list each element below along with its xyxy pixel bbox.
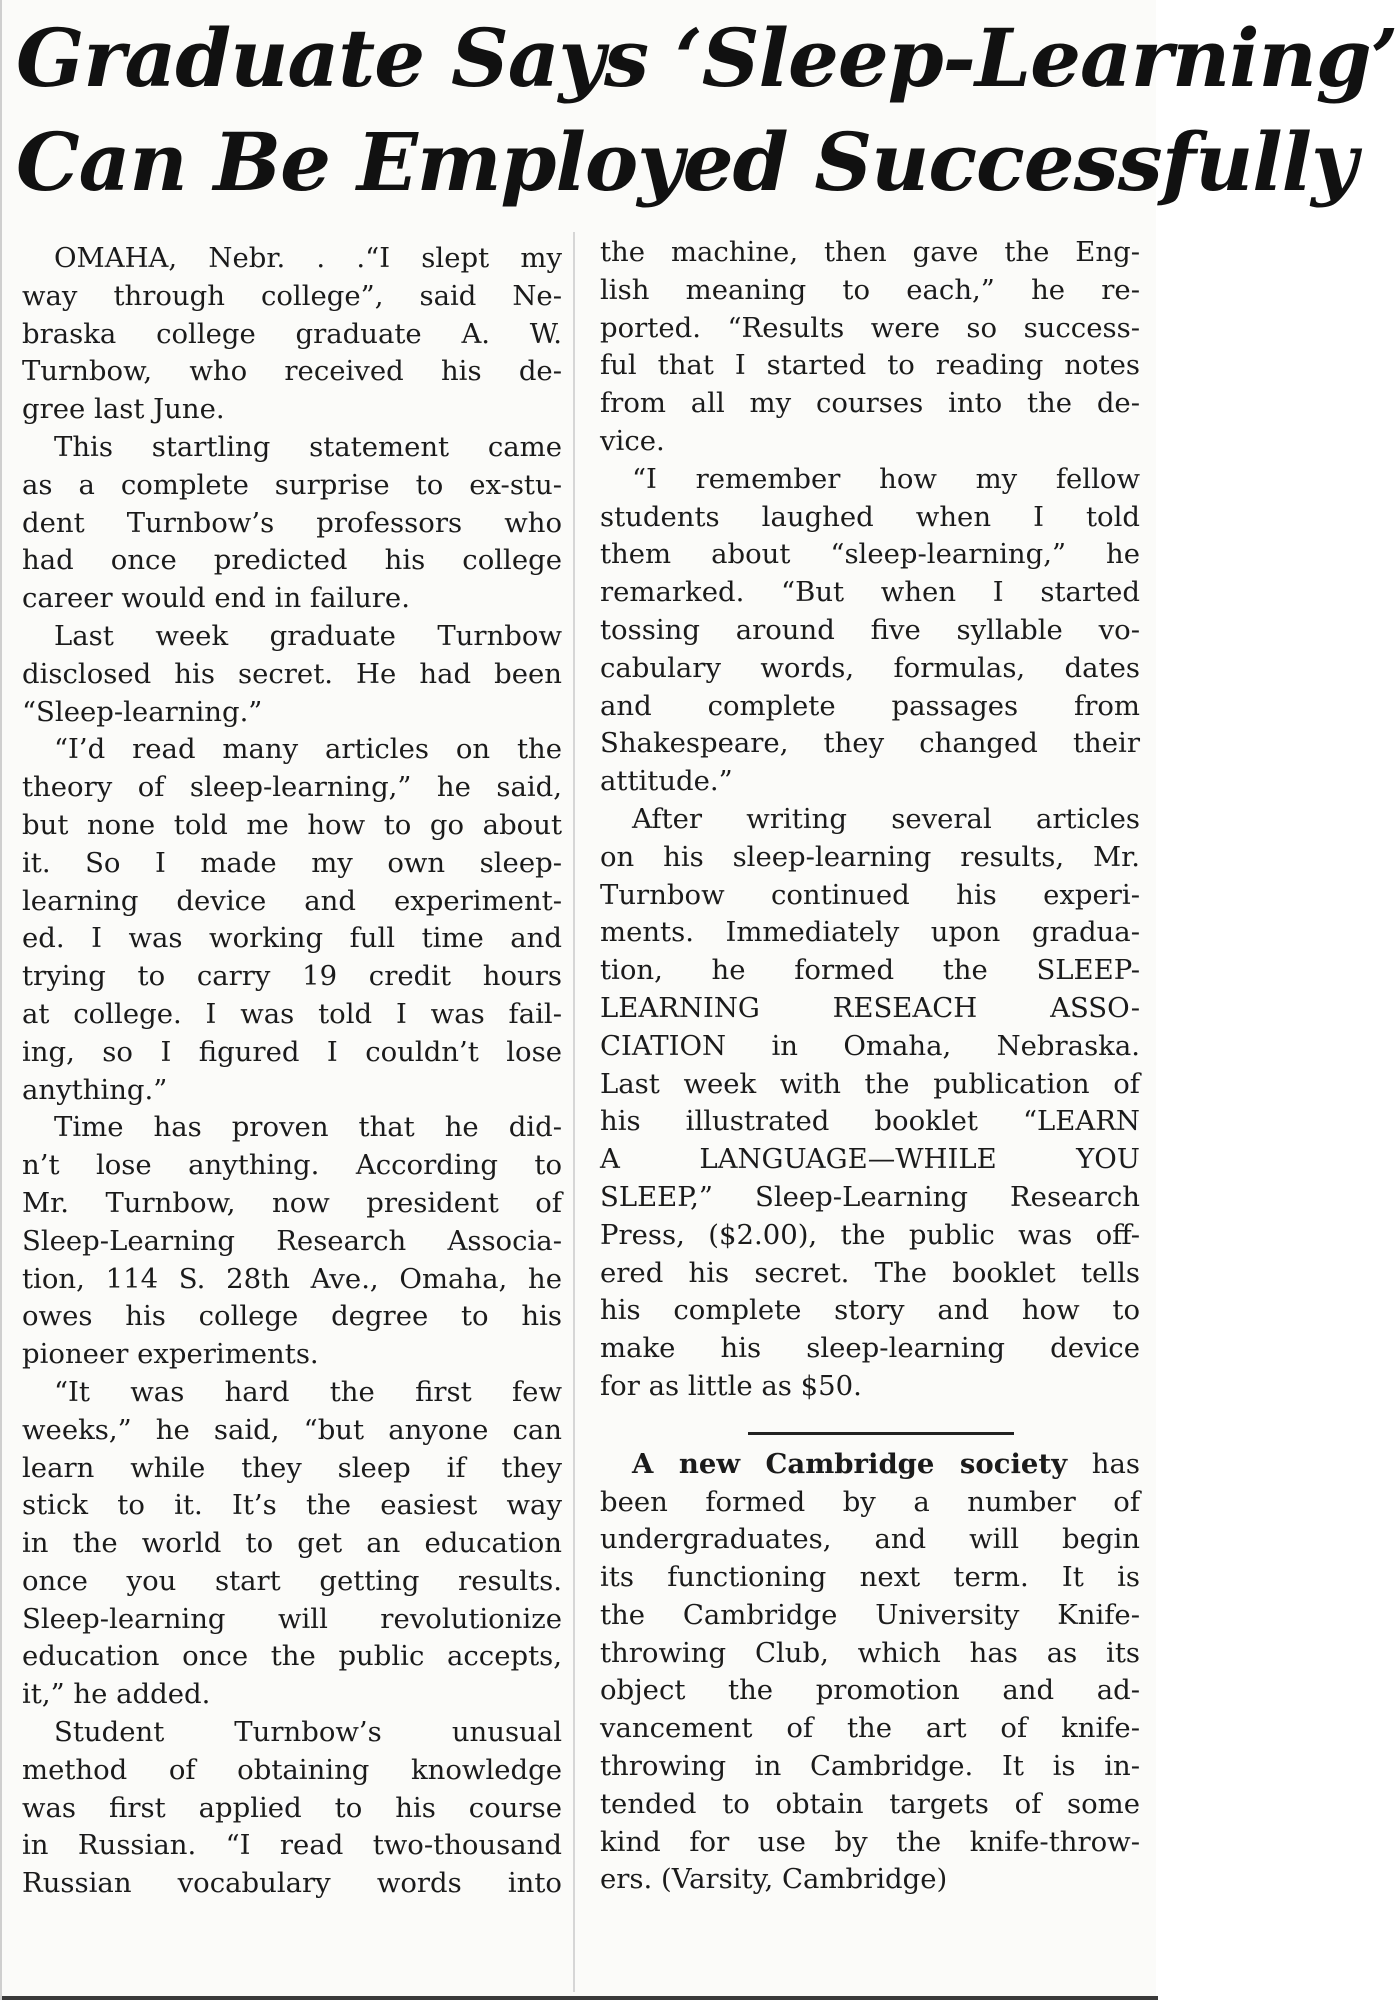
article-text-line: them about “sleep-learning,” he [600,538,1140,571]
cambridge-article-first-line-rest: has [1091,1447,1140,1480]
cambridge-article-lead: A new Cambridge society [632,1447,1068,1480]
article-text-line: Russian vocabulary words into [22,1867,562,1900]
article-text-line: Student Turnbow’s unusual [54,1716,562,1749]
article-text-line: “It was hard the first few [54,1375,562,1408]
article-text-line: theory of sleep-learning,” he said, [22,771,562,804]
article-text-line: OMAHA, Nebr. . .“I slept my [54,242,562,274]
article-text-line: Shakespeare, they changed their [600,727,1140,760]
article-text-line: once you start getting results. [22,1564,562,1597]
article-text-line: owes his college degree to his [22,1300,562,1333]
article-text-line: the machine, then gave the Eng- [600,236,1140,268]
cambridge-text-line: object the promotion and ad- [600,1674,1140,1707]
article-text-line: but none told me how to go about [22,808,562,841]
article-text-line: ported. “Results were so success- [600,311,1140,344]
cambridge-article-body [600,1484,1140,1900]
article-text-line: This startling statement came [54,430,562,463]
article-text-line: anything.” [22,1073,168,1106]
article-text-line: n’t lose anything. According to [22,1149,562,1182]
article-text-line: trying to carry 19 credit hours [22,960,562,993]
article-text-line: from all my courses into the de- [600,387,1140,420]
article-text-line: career would end in failure. [22,582,410,615]
article-text-line: ered his secret. The booklet tells [600,1256,1140,1289]
article-text-line: tossing around five syllable vo- [600,613,1140,646]
article-text-line: remarked. “But when I started [600,576,1140,609]
article-text-line: learning device and experiment- [22,884,562,917]
cambridge-text-line: throwing Club, which has as its [600,1636,1140,1669]
cambridge-society-article [600,1446,1140,1900]
cambridge-text-line: vancement of the art of knife- [600,1712,1140,1745]
article-text-line: Time has proven that he did- [54,1111,562,1144]
clipping-bottom-edge [2,1996,1158,2000]
article-left-column [22,240,562,1903]
sleep-learning-article-continued [600,234,1140,1406]
cambridge-text-line: undergraduates, and will begin [600,1523,1140,1556]
article-text-line: as a complete surprise to ex-stu- [22,468,562,501]
article-text-line: it. So I made my own sleep- [22,846,562,879]
cambridge-text-line: its functioning next term. It is [600,1561,1140,1594]
article-text-line: on his sleep-learning results, Mr. [600,840,1140,873]
article-text-line: gree last June. [22,393,225,426]
article-text-line: students laughed when I told [600,500,1140,533]
article-text-line: dent Turnbow’s professors who [22,506,562,539]
article-text-line: at college. I was told I was fail- [22,997,562,1030]
cambridge-text-line: kind for use by the knife-throw- [600,1825,1140,1858]
headline [16,6,1398,214]
article-text-line: learn while they sleep if they [22,1451,562,1484]
article-text-line: way through college”, said Ne- [22,279,562,312]
article-text-line: his complete story and how to [600,1294,1140,1327]
article-text-line: “I’d read many articles on the [54,733,562,766]
article-text-line: Last week with the publication of [600,1067,1140,1100]
headline-line-2: Can Be Employed Successfully [16,115,1357,209]
article-text-line: After writing several articles [632,802,1140,835]
article-text-line: braska college graduate A. W. [22,317,562,350]
cambridge-text-line: been formed by a number of [600,1485,1140,1518]
article-text-line: method of obtaining knowledge [22,1753,562,1786]
cambridge-text-line: ers. (Varsity, Cambridge) [600,1863,948,1896]
article-text-line: “I remember how my fellow [632,462,1140,495]
article-text-line: it,” he added. [22,1678,211,1711]
article-text-line: was first applied to his course [22,1791,562,1824]
article-text-line: ing, so I figured I couldn’t lose [22,1035,562,1068]
cambridge-article-first-line [600,1446,1140,1484]
headline-line-1: Graduate Says ‘Sleep-Learning’ [16,11,1398,105]
article-text-line: tion, he formed the SLEEP- [600,954,1140,987]
article-text-line: Sleep-learning will revolutionize [22,1602,562,1635]
article-text-line: SLEEP,” Sleep-Learning Research [600,1180,1140,1213]
article-text-line: education once the public accepts, [22,1640,562,1673]
article-text-line: his illustrated booklet “LEARN [600,1105,1140,1138]
article-text-line: vice. [600,424,665,457]
article-text-line: A LANGUAGE—WHILE YOU [600,1143,1140,1176]
article-text-line: tion, 114 S. 28th Ave., Omaha, he [22,1262,562,1295]
article-text-line: Sleep-Learning Research Associa- [22,1224,562,1257]
article-text-line: disclosed his secret. He had been [22,657,562,690]
article-text-line: make his sleep-learning device [600,1332,1140,1365]
article-text-line: in the world to get an education [22,1527,562,1560]
article-right-column [600,234,1140,1899]
article-text-line: stick to it. It’s the easiest way [22,1489,562,1522]
article-text-line: Turnbow continued his experi- [600,878,1140,911]
article-text-line: LEARNING RESEACH ASSO- [600,991,1140,1024]
article-text-line: had once predicted his college [22,544,562,577]
column-divider [573,232,575,1992]
article-text-line: cabulary words, formulas, dates [600,651,1140,684]
article-text-line: ful that I started to reading notes [600,349,1140,382]
article-text-line: Last week graduate Turnbow [54,619,562,652]
article-text-line: Mr. Turnbow, now president of [22,1186,562,1219]
article-text-line: attitude.” [600,765,733,798]
article-text-line: Turnbow, who received his de- [22,355,562,388]
article-text-line: and complete passages from [600,689,1140,722]
article-separator-rule [748,1432,1014,1435]
article-text-line: Press, ($2.00), the public was off- [600,1218,1140,1251]
article-text-line: ed. I was working full time and [22,922,562,955]
article-text-line: for as little as $50. [600,1369,862,1402]
article-text-line: lish meaning to each,” he re- [600,273,1140,306]
article-text-line: ments. Immediately upon gradua- [600,916,1140,949]
section-spacer [600,1406,1140,1446]
article-text-line: “Sleep-learning.” [22,695,263,728]
article-text-line: in Russian. “I read two-thousand [22,1829,562,1862]
article-text-line: pioneer experiments. [22,1338,319,1371]
cambridge-text-line: throwing in Cambridge. It is in- [600,1750,1140,1783]
article-text-line: CIATION in Omaha, Nebraska. [600,1029,1140,1062]
cambridge-text-line: the Cambridge University Knife- [600,1598,1140,1631]
cambridge-text-line: tended to obtain targets of some [600,1787,1140,1820]
article-text-line: weeks,” he said, “but anyone can [22,1413,562,1446]
